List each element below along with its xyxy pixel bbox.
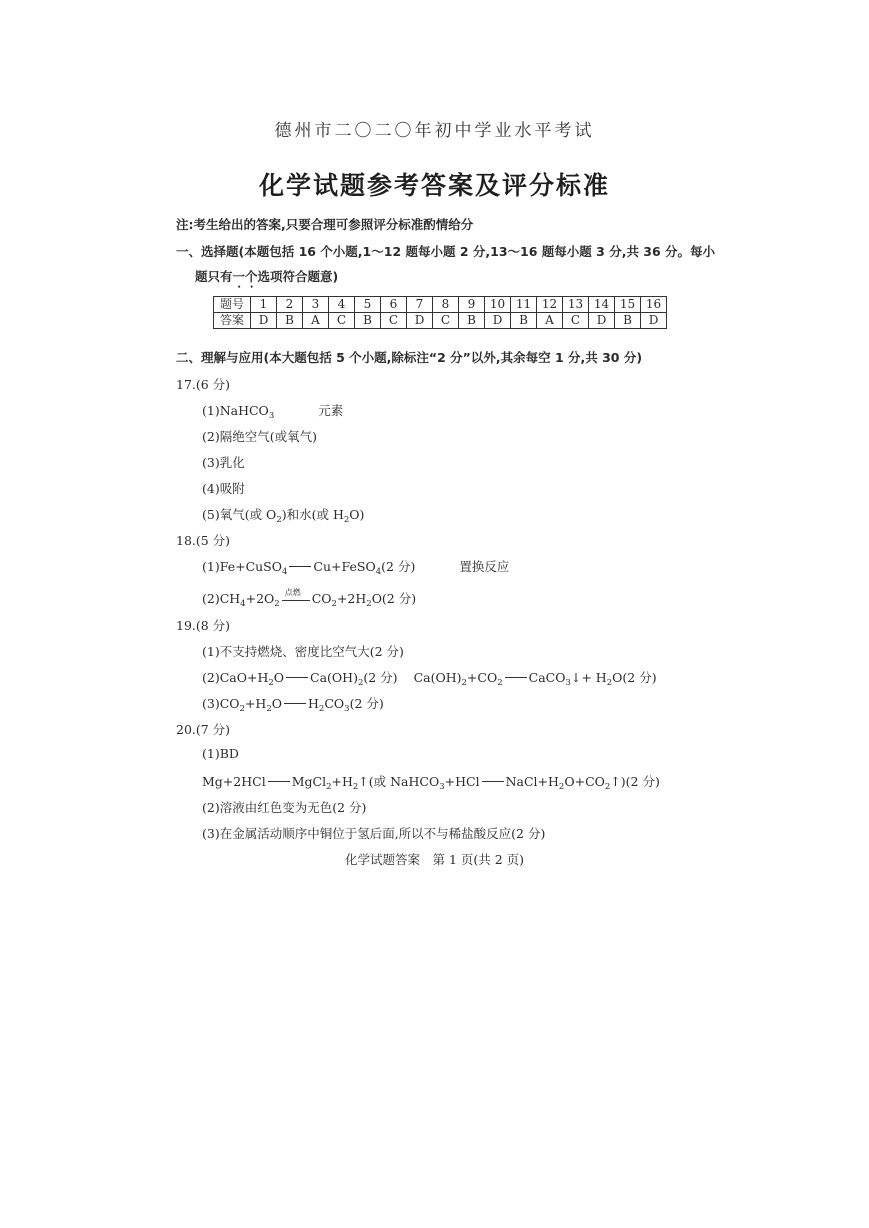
page-title: 化学试题参考答案及评分标准 [258,171,610,200]
subscript: 2 [497,678,503,688]
subscript: 2 [606,678,613,688]
text: +H [331,774,353,789]
text: O+CO [564,774,605,789]
table-cell: 16 [641,297,667,313]
q17-answer-5 [202,505,364,525]
section1-heading-part: 题只有 [195,269,233,284]
subscript: 4 [282,567,288,577]
subscript: 2 [366,599,372,609]
table-cell: 9 [459,297,485,313]
subscript: 2 [604,782,611,792]
table-cell: 4 [329,297,355,313]
table-cell: B [615,313,641,329]
table-cell: 14 [589,297,615,313]
table-header-cell: 题号 [214,297,251,313]
q20-answer-3: (3)在金属活动顺序中铜位于氢后面,所以不与稀盐酸反应(2 分) [202,826,546,841]
q20-equation [202,772,660,792]
table-cell: D [251,313,277,329]
subscript: 2 [558,782,565,792]
text: ↑)(2 分) [610,774,660,789]
text: 元素 [318,403,344,418]
table-cell: 1 [251,297,277,313]
text: NaCl+H [505,774,559,789]
equals-bar [482,781,504,782]
subscript: 4 [240,599,246,609]
table-cell: A [303,313,329,329]
table-cell: 13 [563,297,589,313]
table-cell: 3 [303,297,329,313]
text: +2H [336,591,367,606]
text: CaCO [528,670,566,685]
table-header-cell: 答案 [214,313,251,329]
subscript: 2 [239,704,245,714]
subscript: 2 [352,782,359,792]
subscript: 3 [268,411,275,421]
table-cell: D [589,313,615,329]
subscript: 2 [266,704,272,714]
table-cell: 8 [433,297,459,313]
q17-answer-2: (2)隔绝空气(或氧气) [202,429,317,444]
reaction-condition [282,588,310,601]
answer-table [213,296,667,329]
table-cell: A [537,313,563,329]
text: +HCl [444,774,480,789]
subscript: 2 [357,678,364,688]
q17-answer-4: (4)吸附 [202,481,245,496]
table-cell: 6 [381,297,407,313]
table-cell: 12 [537,297,563,313]
text: Cu+FeSO [313,559,376,574]
subscript: 3 [344,704,350,714]
text: H [308,696,319,711]
equals-bar [505,677,527,678]
section1-heading-part: 选项符合题意) [257,269,339,284]
text: (1)Fe+CuSO [202,559,282,574]
q17-answer-1 [202,401,343,421]
q19-answer-3 [202,694,384,714]
q20-answer-1: (1)BD [202,746,239,761]
subscript: 2 [276,515,282,525]
table-row-numbers [214,297,667,313]
q17-answer-3: (3)乳化 [202,455,245,470]
table-cell: D [485,313,511,329]
text: Ca(OH) [310,670,358,685]
text: +2O [245,591,275,606]
table-cell: B [459,313,485,329]
section1-heading-emphasis: 一个 [232,269,258,284]
table-cell: 2 [277,297,303,313]
condition-label: 点燃 [284,588,301,597]
subscript: 2 [326,782,332,792]
table-cell: 11 [511,297,537,313]
q19-label: 19.(8 分) [176,618,231,633]
text: +H [244,696,267,711]
text: (5)氧气(或 O [202,507,277,522]
subscript: 4 [375,567,382,577]
q20-answer-2: (2)溶液由红色变为无色(2 分) [202,800,367,815]
equals-bar [284,703,306,704]
page-footer: 化学试题答案 第 1 页(共 2 页) [344,852,525,867]
text: )和水(或 H [281,507,344,522]
text: (2 分) [381,559,416,574]
text: (2)CH [202,591,241,606]
section1-heading: 一、选择题(本题包括 16 个小题,1～12 题每小题 2 分,13～16 题每小题 3 分,共 36 分。每小 [176,244,716,259]
q18-answer-2 [202,589,416,609]
text: O) [349,507,365,522]
text: Ca(OH) [413,670,462,685]
text: MgCl [291,774,327,789]
table-cell: C [433,313,459,329]
table-cell: 15 [615,297,641,313]
table-cell: 7 [407,297,433,313]
grading-note: 注:考生给出的答案,只要合理可参照评分标准酌情给分 [176,217,474,232]
text: (2 分) [363,670,398,685]
table-row-answers [214,313,667,329]
subscript: 2 [461,678,467,688]
table-cell: C [563,313,589,329]
table-cell: 10 [485,297,511,313]
table-cell: B [355,313,381,329]
q20-label: 20.(7 分) [176,722,231,737]
text: CO [311,591,332,606]
equals-bar [289,566,311,567]
subscript: 2 [343,515,350,525]
table-cell: C [329,313,355,329]
subscript: 2 [331,599,337,609]
section2-heading: 二、理解与应用(本大题包括 5 个小题,除标注“2 分”以外,其余每空 1 分,共 30 分) [176,350,643,365]
equals-bar [286,677,308,678]
table-cell: C [381,313,407,329]
q18-answer-1 [202,557,509,577]
exam-subtitle: 德州市二〇二〇年初中学业水平考试 [274,121,595,141]
text: O [271,696,282,711]
section1-heading-continued [195,267,338,291]
subscript: 3 [565,678,571,688]
text: (2)CaO+H [202,670,269,685]
text: (2 分) [349,696,384,711]
text: (3)CO [202,696,240,711]
text: ↓+ H [570,670,607,685]
text: O(2 分) [371,591,417,606]
table-cell: B [511,313,537,329]
equals-bar [268,781,290,782]
text: 置换反应 [459,559,510,574]
text: ↑(或 NaHCO [358,774,440,789]
table-cell: 5 [355,297,381,313]
text: CO [324,696,345,711]
q19-answer-2 [202,668,657,688]
text: O [273,670,285,685]
subscript: 2 [274,599,280,609]
subscript: 2 [318,704,325,714]
text: Mg+2HCl [202,774,266,789]
text: (1)NaHCO [202,403,269,418]
q19-answer-1: (1)不支持燃烧、密度比空气大(2 分) [202,644,404,659]
subscript: 3 [439,782,445,792]
text: +CO [466,670,498,685]
q17-label: 17.(6 分) [176,377,231,392]
table-cell: D [407,313,433,329]
subscript: 2 [268,678,274,688]
text: O(2 分) [612,670,657,685]
table-cell: D [641,313,667,329]
table-cell: B [277,313,303,329]
q18-label: 18.(5 分) [176,533,231,548]
